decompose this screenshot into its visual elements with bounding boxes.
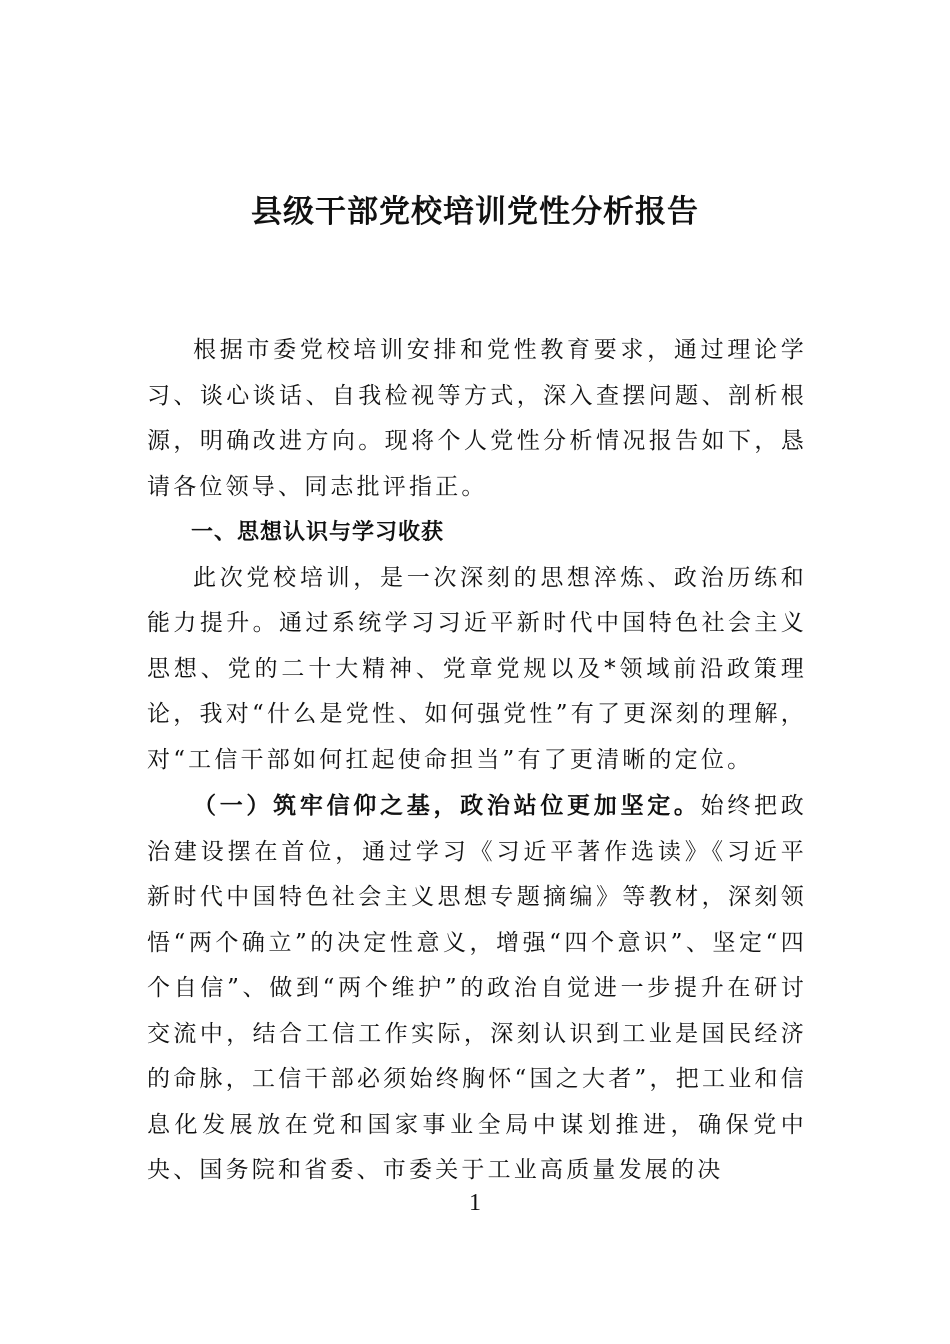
intro-paragraph: 根据市委党校培训安排和党性教育要求，通过理论学习、谈心谈话、自我检视等方式，深入查摆问题、剖析根源，明确改进方向。现将个人党性分析情况报告如下，恳请各位领导、同志批评指正。 [147, 337, 807, 500]
subsection-text: 始终把政治建设摆在首位，通过学习《习近平著作选读》《习近平新时代中国特色社会主义思想专题摘编》等教材，深刻领悟“两个确立”的决定性意义，增强“四个意识”、坚定“四个自信”、做到“两个维护”的政治自觉进一步提升在研讨交流中，结合工信工作实际，深刻认识到工业是国民经济的命脉，工信干部必须始终胸怀“国之大者”，把工业和信息化发展放在党和国家事业全局中谋划推进，确保党中央、国务院和省委、市委关于工业高质量发展的决 [147, 793, 807, 1183]
document-body [147, 328, 807, 1194]
document-title: 县级干部党校培训党性分析报告 [251, 194, 699, 230]
section-paragraph: 此次党校培训，是一次深刻的思想淬炼、政治历练和能力提升。通过系统学习习近平新时代中国特色社会主义思想、党的二十大精神、党章党规以及*领域前沿政策理论，我对“什么是党性、如何强党性”有了更深刻的理解，对“工信干部如何扛起使命担当”有了更清晰的定位。 [147, 564, 807, 773]
subsection-lead: （一）筑牢信仰之基，政治站位更加坚定。 [193, 792, 701, 819]
page-number: 1 [469, 1190, 481, 1216]
section-heading: 一、思想认识与学习收获 [191, 520, 445, 545]
subsection-paragraph [147, 783, 807, 1194]
